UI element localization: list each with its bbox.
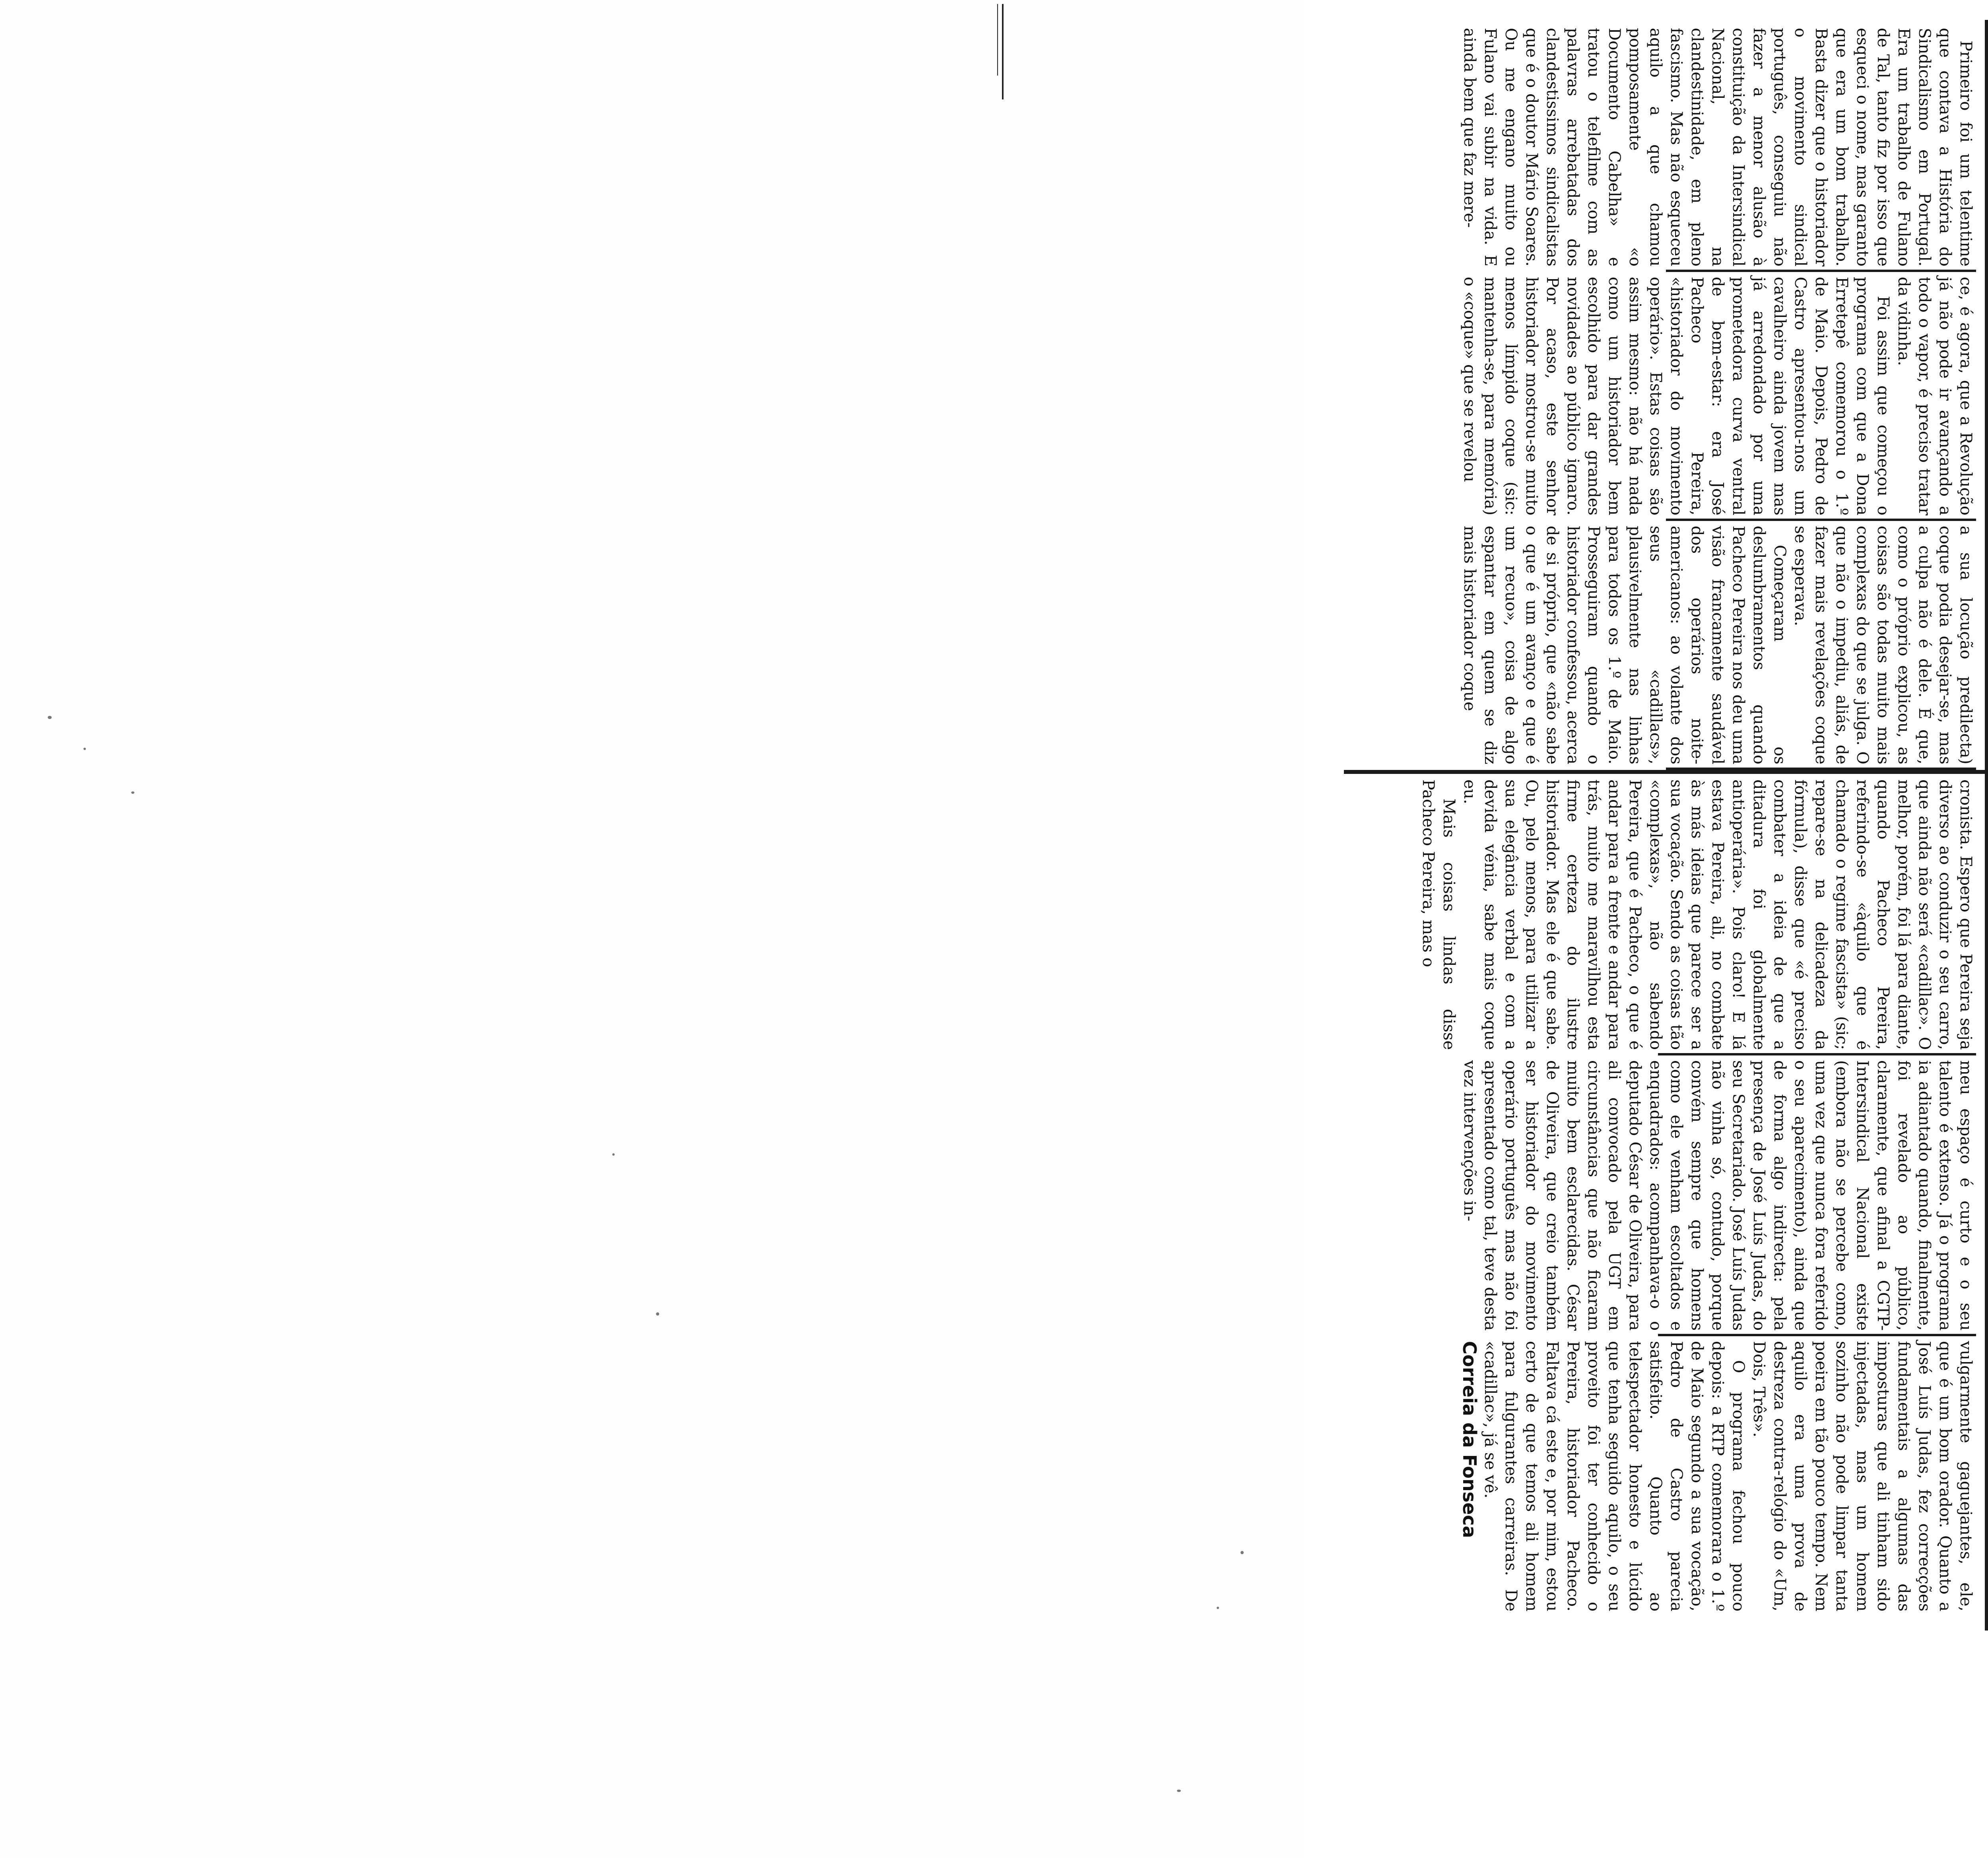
scan-edge-line-2: [997, 4, 998, 76]
column-2: [1460, 277, 1976, 515]
column-divider-5: [1658, 1334, 1976, 1336]
top-border-rule: [1985, 20, 1988, 1631]
scan-speck: [656, 1312, 659, 1316]
scan-speck: [48, 716, 52, 719]
column-4-paragraph-2: Mais coisas lindas disse Pacheco Pereira, mas o: [1419, 779, 1458, 1050]
scan-speck: [1177, 1790, 1181, 1792]
column-1: [1460, 28, 1976, 266]
column-3: [1460, 526, 1976, 764]
column-5-paragraph-1: meu espaço é curto e o seu talento é extenso. Já o programa ia adiantado quando, finalmente, foi revelado ao público, claramente, que afinal a CGTP-Intersindical Nacional existe (embora não se percebe como, uma vez que nunca fora referido o seu aparecimento), ainda que de forma algo indirecta: pela presença de José Luís Judas, do seu Secretariado. José Luís Judas não vinha só, contudo, porque convém sempre que homens como ele venham escoltados e enquadrados: acompanhava-o o deputado César de Oliveira, para ali convocado pela UGT em circunstâncias que não ficaram muito bem esclarecidas. César de Oliveira, que creio também ser historiador do movimento operário português mas não foi apresentado como tal, teve desta vez intervenções in-: [1460, 1060, 1975, 1331]
scan-speck: [131, 791, 134, 794]
column-3-paragraph-2: Começaram os deslumbramentos quando Pacheco Pereira nos deu uma visão francamente saudável dos operários noite-americanos: ao volante dos seus «cadillacs», plausivelmente nas linhas para todos os 1.º de Maio. Prosseguiram quando o historiador confessou, acerca de si próprio, que «não sabe o que é um avanço e que é um recuo», coisa de algo espantar em quem se diz mais historiador coque: [1460, 526, 1789, 764]
scan-speck: [83, 748, 86, 750]
scan-speck: [1217, 1607, 1219, 1609]
column-divider-4: [1658, 1053, 1976, 1055]
scan-edge-line: [1002, 4, 1004, 99]
column-6-paragraph-2: O programa fechou pouco depois: a RTP comemorara o 1.º de Maio segundo a sua vocação, Pedro de Castro parecia satisfeito. Quanto ao telespectador honesto e lúcido que tenha seguido aquilo, o seu proveito foi ter conhecido o Pereira, historiador Pacheco. Faltava cá este e, por mim, estou certo de que temos ali homem para fulgurantes carreiras. De «cadillac», já se vê.: [1481, 1341, 1747, 1611]
column-divider-1: [1666, 270, 1976, 272]
author-signature: Correia da Fonseca: [1459, 1341, 1480, 1538]
clipping-content: [1332, 20, 1988, 1730]
section-divider: [1344, 770, 1988, 774]
column-1-paragraph-1: Primeiro foi um telentime que contava a História do Sindicalismo em Portugal. Era um trabalho de Fulano de Tal, tanto fiz por isso que esqueci o nome, mas garanto que era um bom trabalho. Basta dizer que o historiador o movimento sindical português, conseguiu não fazer a menor alusão à constituição da Intersindical Nacional, na clandestinidade, em pleno fascismo. Mas não esqueceu aquilo a que chamou pomposamente «o Documento Cabelha» e tratou o telefilme com as palavras arrebatadas dos clandestissimos sindicalistas que é o doutor Mário Soares. Ou me engano muito ou Fulano vai subir na vida. E ainda bem que faz mere-: [1460, 28, 1975, 266]
column-6: [1459, 1341, 1976, 1611]
column-4-paragraph-1: cronista. Espero que Pereira seja diverso ao conduzir o seu carro, que ainda não será «cadillac». O melhor, porém, foi lá para diante, quando Pacheco Pereira, referindo-se «àquilo que é chamado o regime fascista» (sic; repare-se na delicadeza da fórmula), disse que «é preciso combater a ideia de que a ditadura foi globalmente antioperária». Pois claro! E lá estava Pereira, ali, no combate às más ideias que parece ser a sua vocação. Sendo as coisas tão «complexas», não sabendo Pereira, que é Pacheco, o que é andar para a frente e andar para trás, muito me maravilhou esta firme certeza do ilustre historiador. Mas ele é que sabe. Ou, pelo menos, para utilizar a sua elegância verbal e com a devida vénia, sabe mais coque eu.: [1460, 779, 1975, 1050]
scan-speck: [1241, 1551, 1244, 1554]
column-divider-2: [1666, 519, 1976, 521]
column-4: [1419, 779, 1976, 1050]
column-6-paragraph-1: vulgarmente gaguejantes, ele, que é um bom orador. Quanto a José Luís Judas, fez correcções fundamentais a algumas das imposturas que ali tinham sido injectadas, mas um homem sozinho não pode limpar tanta poeira em tão pouco tempo. Nem aquilo era uma prova de destreza contra-relógio do «Um, Dois, Três».: [1750, 1341, 1975, 1611]
column-2-paragraph-1: ce, é agora, que a Revolução já não pode ir avançando a todo o vapor, é preciso tratar da vidinha.: [1895, 277, 1975, 515]
column-2-paragraph-2: Foi assim que começou o programa com que a Dona Erretepê comemorou o 1.º de Maio. Depois, Pedro de Castro apresentou-nos um cavalheiro ainda jovem mas já arredondado por uma prometedora curva ventral de bem-estar: era José Pacheco Pereira, «historiador do movimento operário». Estas coisas são assim mesmo: não há nada como um historiador bem escolhido para dar grandes novidades ao público ignaro. Por acaso, este senhor historiador mostrou-se muito menos límpido coque (sic: mantenha-se, para memória) o «coque» que se revelou: [1460, 277, 1892, 515]
column-5: [1460, 1060, 1976, 1331]
scan-speck: [612, 1153, 615, 1156]
newspaper-clipping: [1332, 20, 1988, 1730]
column-3-paragraph-1: a sua locução predilecta) coque podia desejar-se, mas a culpa não é dele. É que, como o próprio explicou, as coisas são todas muito mais complexas do que se julga. O que não o impediu, aliás, de fazer mais revelações coque se esperava.: [1791, 526, 1975, 764]
